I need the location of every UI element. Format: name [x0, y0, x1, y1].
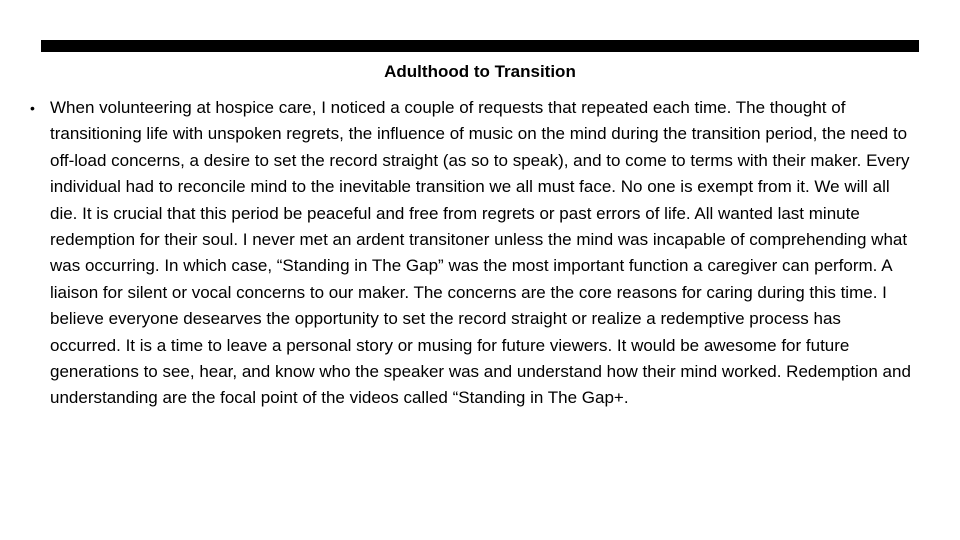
bullet-list — [30, 95, 915, 412]
bullet-text: When volunteering at hospice care, I noticed a couple of requests that repeated each time. The thought of transitioning life with unspoken regrets, the influence of music on the mind during the transition period, the need to off-load concerns, a desire to set the record straight (as so to speak), and to come to terms with their maker. Every individual had to reconcile mind to the inevitable transition we all must face. No one is exempt from it. We will all die. It is crucial that this period be peaceful and free from regrets or past errors of life. All wanted last minute redemption for their soul. I never met an ardent transitoner unless the mind was incapable of comprehending what was occurring. In which case, “Standing in The Gap” was the most important function a caregiver can perform. A liaison for silent or vocal concerns to our maker. The concerns are the core reasons for caring during this time. I believe everyone desearves the opportunity to set the record straight or realize a redemptive process has occurred. It is a time to leave a personal story or musing for future viewers. It would be awesome for future generations to see, hear, and know who the speaker was and understand how their mind worked. Redemption and understanding are the focal point of the videos called “Standing in The Gap+. — [50, 98, 911, 408]
slide-title: Adulthood to Transition — [384, 62, 576, 81]
title-rule-bar — [41, 40, 919, 52]
bullet-item — [30, 95, 915, 412]
bullet-marker: • — [30, 100, 35, 116]
